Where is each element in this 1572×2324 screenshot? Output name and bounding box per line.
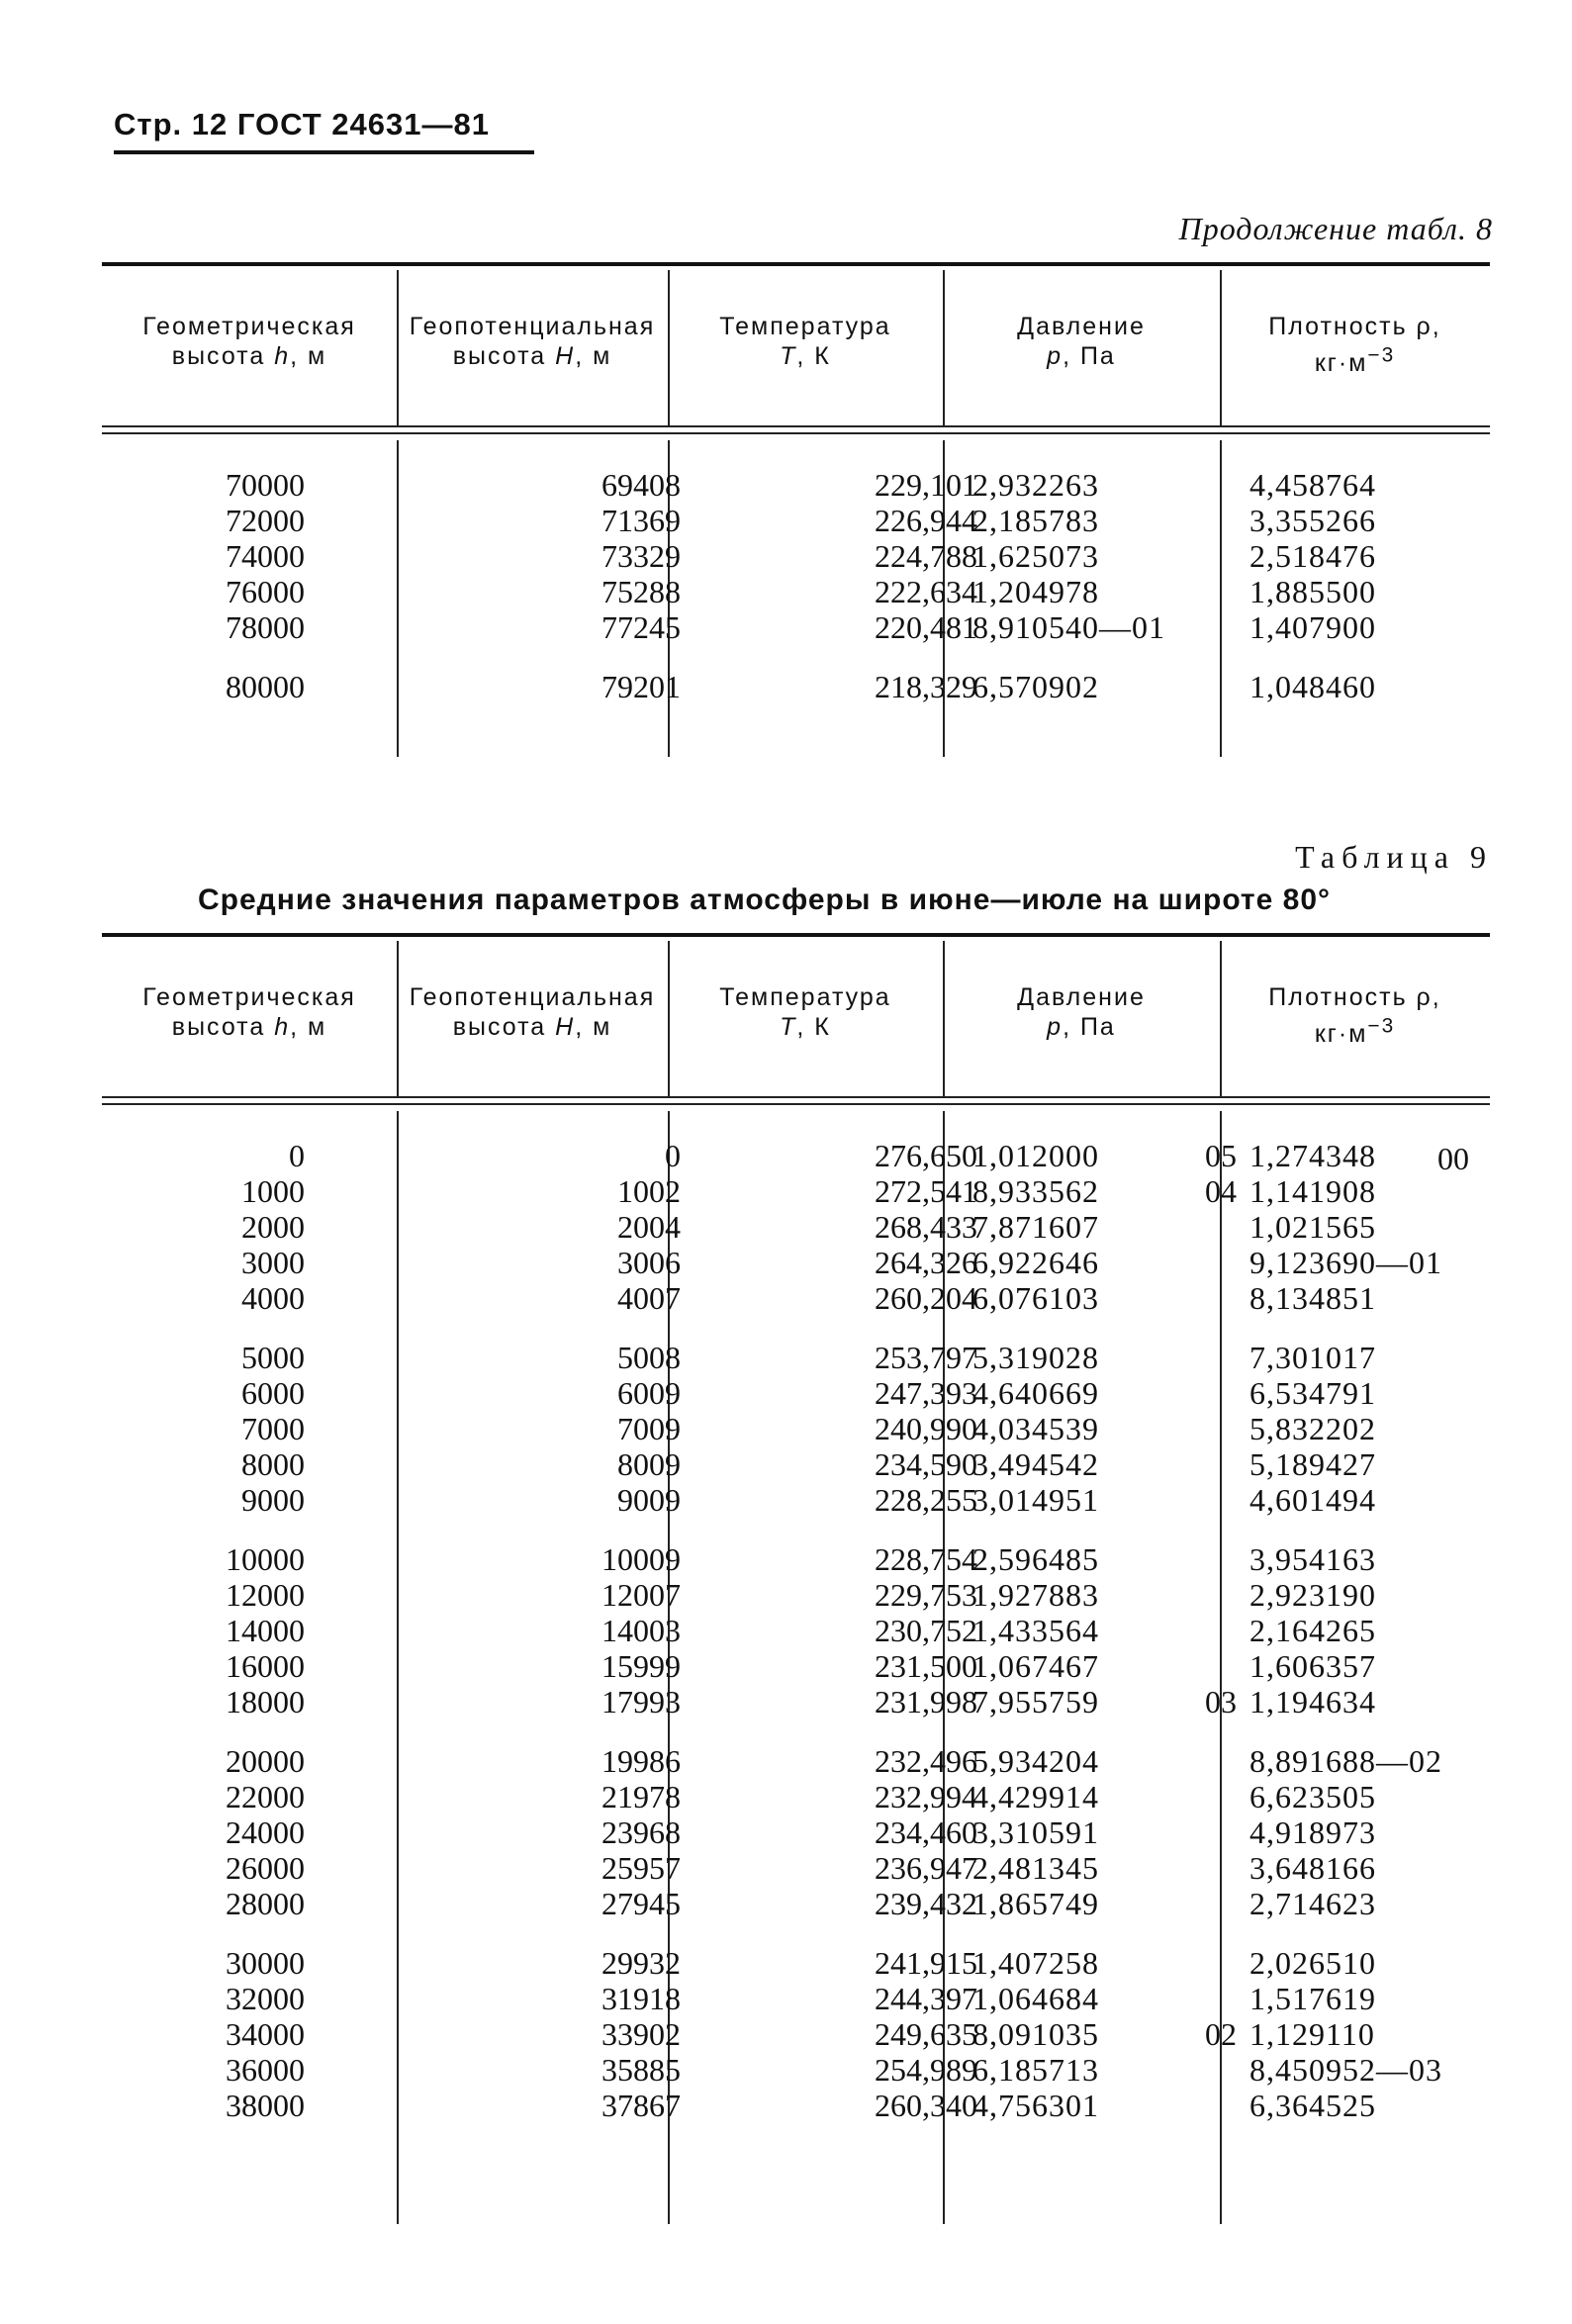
t9-cell-pressure: 2,481345	[972, 1850, 1099, 1886]
t8-cell-density: 1,407900	[1249, 609, 1376, 645]
t9-cell-temperature: 234,590	[875, 1446, 977, 1482]
t8-cell-geopotential-height: 79201	[601, 669, 681, 704]
column-header-text: Геометрическая высота h, м	[142, 983, 356, 1041]
t9-cell-geometric-height: 38000	[226, 2088, 305, 2123]
t9-cell-pressure: 4,640669	[972, 1375, 1099, 1411]
t9-cell-density: 1,274348	[1249, 1138, 1376, 1173]
t8-cell-pressure: 1,204978	[972, 574, 1099, 609]
t8-cell-geopotential-height: 69408	[601, 467, 681, 503]
column-header-temperature	[668, 312, 943, 371]
table-top-rule	[102, 262, 1490, 266]
t8-cell-temperature: 220,481	[875, 609, 977, 645]
t9-cell-density: 1,141908	[1249, 1173, 1376, 1209]
t9-cell-pressure: 5,319028	[972, 1340, 1099, 1375]
t9-cell-density: 7,301017	[1249, 1340, 1376, 1375]
t9-cell-pressure: 1,927883	[972, 1577, 1099, 1613]
t9-cell-temperature: 232,496	[875, 1743, 977, 1779]
t9-cell-density: 1,606357	[1249, 1648, 1376, 1684]
table8-continuation: Продолжение табл. 8	[1178, 211, 1493, 246]
t9-cell-density: 1,517619	[1249, 1981, 1376, 2016]
t9-cell-geometric-height: 14000	[226, 1613, 305, 1648]
t9-cell-density: 6,623505	[1249, 1779, 1376, 1814]
t9-cell-temperature: 254,989	[875, 2052, 977, 2088]
t9-cell-geopotential-height: 9009	[617, 1482, 681, 1518]
t8-cell-temperature: 224,788	[875, 538, 977, 574]
column-header-text: Геопотенциальная высота H, м	[409, 983, 656, 1041]
t9-cell-pressure: 2,596485	[972, 1541, 1099, 1577]
t8-cell-density: 1,885500	[1249, 574, 1376, 609]
t9-cell-geometric-height: 4000	[241, 1280, 305, 1316]
table-top-rule	[102, 933, 1490, 937]
column-header-temperature	[668, 982, 943, 1042]
t9-cell-geometric-height: 12000	[226, 1577, 305, 1613]
column-header-pressure	[943, 982, 1220, 1042]
t9-cell-geometric-height: 8000	[241, 1446, 305, 1482]
column-header-geopotential-height	[397, 982, 668, 1042]
t8-cell-density: 1,048460	[1249, 669, 1376, 704]
t9-cell-geopotential-height: 29932	[601, 1945, 681, 1981]
t9-cell-geometric-height: 0	[289, 1138, 305, 1173]
t9-cell-density: 5,189427	[1249, 1446, 1376, 1482]
t9-cell-geopotential-height: 27945	[601, 1886, 681, 1921]
column-header-geometric-height	[102, 312, 397, 371]
t9-cell-temperature: 268,433	[875, 1209, 977, 1245]
t9-cell-geometric-height: 18000	[226, 1684, 305, 1720]
t9-exponent-density: 00	[1437, 1141, 1469, 1176]
t9-cell-geopotential-height: 5008	[617, 1340, 681, 1375]
t9-cell-pressure: 1,407258	[972, 1945, 1099, 1981]
t9-cell-pressure: 7,955759	[972, 1684, 1099, 1720]
t9-cell-pressure: 6,076103	[972, 1280, 1099, 1316]
t9-cell-density: 2,714623	[1249, 1886, 1376, 1921]
table9-title: Средние значения параметров атмосферы в июне—июле на широте 80°	[198, 883, 1332, 916]
column-header-text: Геометрическая высота h, м	[142, 313, 356, 370]
t9-cell-pressure: 1,067467	[972, 1648, 1099, 1684]
t9-cell-density: 2,164265	[1249, 1613, 1376, 1648]
t8-cell-density: 2,518476	[1249, 538, 1376, 574]
t9-exponent-pressure: 04	[1205, 1173, 1237, 1209]
t9-cell-geopotential-height: 33902	[601, 2016, 681, 2052]
t9-cell-temperature: 228,754	[875, 1541, 977, 1577]
header-double-rule	[102, 1103, 1490, 1105]
t9-cell-geometric-height: 5000	[241, 1340, 305, 1375]
column-header-density	[1220, 982, 1490, 1049]
t8-cell-pressure: 2,932263	[972, 467, 1099, 503]
t9-cell-geometric-height: 20000	[226, 1743, 305, 1779]
t9-cell-pressure: 4,429914	[972, 1779, 1099, 1814]
t9-cell-density: 5,832202	[1249, 1411, 1376, 1446]
t9-cell-pressure: 5,934204	[972, 1743, 1099, 1779]
t9-cell-geometric-height: 36000	[226, 2052, 305, 2088]
t9-cell-pressure: 6,185713	[972, 2052, 1099, 2088]
t9-cell-density: 6,364525	[1249, 2088, 1376, 2123]
t9-cell-temperature: 272,541	[875, 1173, 977, 1209]
t9-cell-geopotential-height: 12007	[601, 1577, 681, 1613]
t9-cell-geometric-height: 1000	[241, 1173, 305, 1209]
t8-cell-geometric-height: 76000	[226, 574, 305, 609]
t9-cell-geometric-height: 30000	[226, 1945, 305, 1981]
table-8	[102, 262, 1490, 757]
t9-cell-density: 1,021565	[1249, 1209, 1376, 1245]
t8-cell-geopotential-height: 77245	[601, 609, 681, 645]
t9-cell-geometric-height: 3000	[241, 1245, 305, 1280]
t9-cell-density: 2,923190	[1249, 1577, 1376, 1613]
column-header-density	[1220, 312, 1490, 378]
t9-cell-geometric-height: 16000	[226, 1648, 305, 1684]
t8-cell-geometric-height: 80000	[226, 669, 305, 704]
t9-cell-pressure: 3,310591	[972, 1814, 1099, 1850]
t9-cell-temperature: 264,326	[875, 1245, 977, 1280]
t9-cell-temperature: 229,753	[875, 1577, 977, 1613]
t9-cell-temperature: 232,994	[875, 1779, 977, 1814]
t9-cell-geometric-height: 7000	[241, 1411, 305, 1446]
t9-cell-pressure: 4,756301	[972, 2088, 1099, 2123]
t9-cell-geopotential-height: 15999	[601, 1648, 681, 1684]
t9-cell-geopotential-height: 3006	[617, 1245, 681, 1280]
column-header-text: Плотность ρ, $кг\cdot м^{-3}$	[1268, 983, 1441, 1049]
t8-cell-temperature: 222,634	[875, 574, 977, 609]
t8-cell-temperature: 226,944	[875, 503, 977, 538]
t9-cell-geopotential-height: 19986	[601, 1743, 681, 1779]
t8-cell-temperature: 229,101	[875, 467, 977, 503]
t9-cell-density: 9,123690—01	[1249, 1245, 1442, 1280]
t8-cell-pressure: 6,570902	[972, 669, 1099, 704]
table9-label: Таблица 9	[1295, 839, 1493, 875]
t9-exponent-pressure: 05	[1205, 1138, 1237, 1173]
t8-cell-geometric-height: 78000	[226, 609, 305, 645]
t8-cell-density: 3,355266	[1249, 503, 1376, 538]
t9-cell-temperature: 260,340	[875, 2088, 977, 2123]
t9-cell-temperature: 247,393	[875, 1375, 977, 1411]
t9-cell-geopotential-height: 10009	[601, 1541, 681, 1577]
t9-cell-geopotential-height: 35885	[601, 2052, 681, 2088]
t9-cell-temperature: 244,397	[875, 1981, 977, 2016]
column-header-text: Давление p, Па	[1017, 983, 1146, 1041]
t9-cell-density: 1,129110	[1249, 2016, 1375, 2052]
t9-cell-pressure: 3,014951	[972, 1482, 1099, 1518]
column-header-text: Температура T, К	[719, 313, 891, 370]
t9-cell-geopotential-height: 31918	[601, 1981, 681, 2016]
header-rule	[114, 150, 534, 154]
t9-cell-density: 8,891688—02	[1249, 1743, 1442, 1779]
t9-cell-density: 1,194634	[1249, 1684, 1376, 1720]
t9-cell-geopotential-height: 6009	[617, 1375, 681, 1411]
t9-exponent-pressure: 03	[1205, 1684, 1237, 1720]
header-double-rule	[102, 1096, 1490, 1098]
column-header-text: Температура T, К	[719, 983, 891, 1041]
t9-cell-geopotential-height: 21978	[601, 1779, 681, 1814]
t9-cell-geopotential-height: 23968	[601, 1814, 681, 1850]
t9-cell-geopotential-height: 17993	[601, 1684, 681, 1720]
t8-cell-pressure: 2,185783	[972, 503, 1099, 538]
t9-cell-geometric-height: 9000	[241, 1482, 305, 1518]
t9-cell-density: 6,534791	[1249, 1375, 1376, 1411]
t9-cell-temperature: 230,752	[875, 1613, 977, 1648]
t9-exponent-pressure: 02	[1205, 2016, 1237, 2052]
t9-cell-temperature: 253,797	[875, 1340, 977, 1375]
t9-cell-temperature: 236,947	[875, 1850, 977, 1886]
t8-cell-geometric-height: 70000	[226, 467, 305, 503]
t9-cell-pressure: 7,871607	[972, 1209, 1099, 1245]
t9-cell-geopotential-height: 4007	[617, 1280, 681, 1316]
page-header: Стр. 12 ГОСТ 24631—81	[114, 107, 490, 141]
t9-cell-temperature: 234,460	[875, 1814, 977, 1850]
t9-cell-density: 8,134851	[1249, 1280, 1376, 1316]
t9-cell-density: 3,648166	[1249, 1850, 1376, 1886]
header-double-rule	[102, 425, 1490, 427]
t9-cell-geopotential-height: 25957	[601, 1850, 681, 1886]
t9-cell-geopotential-height: 1002	[617, 1173, 681, 1209]
t9-cell-temperature: 249,635	[875, 2016, 977, 2052]
t9-cell-pressure: 1,064684	[972, 1981, 1099, 2016]
t9-cell-geopotential-height: 7009	[617, 1411, 681, 1446]
t9-cell-pressure: 3,494542	[972, 1446, 1099, 1482]
t9-cell-pressure: 8,933562	[972, 1173, 1099, 1209]
t8-cell-geopotential-height: 71369	[601, 503, 681, 538]
t9-cell-pressure: 4,034539	[972, 1411, 1099, 1446]
t8-cell-geometric-height: 74000	[226, 538, 305, 574]
t9-cell-geometric-height: 26000	[226, 1850, 305, 1886]
t9-cell-geometric-height: 24000	[226, 1814, 305, 1850]
t9-cell-geopotential-height: 0	[665, 1138, 681, 1173]
t9-cell-geopotential-height: 14003	[601, 1613, 681, 1648]
t9-cell-pressure: 6,922646	[972, 1245, 1099, 1280]
t9-cell-temperature: 231,998	[875, 1684, 977, 1720]
t8-cell-geometric-height: 72000	[226, 503, 305, 538]
t8-cell-pressure: 8,910540—01	[972, 609, 1165, 645]
column-header-pressure	[943, 312, 1220, 371]
column-header-geopotential-height	[397, 312, 668, 371]
t9-cell-density: 2,026510	[1249, 1945, 1376, 1981]
t9-cell-temperature: 231,500	[875, 1648, 977, 1684]
column-header-text: Давление p, Па	[1017, 313, 1146, 370]
t9-cell-density: 8,450952—03	[1249, 2052, 1442, 2088]
t9-cell-temperature: 239,432	[875, 1886, 977, 1921]
t9-cell-geometric-height: 32000	[226, 1981, 305, 2016]
t9-cell-geometric-height: 6000	[241, 1375, 305, 1411]
header-double-rule	[102, 432, 1490, 434]
column-header-text: Геопотенциальная высота H, м	[409, 313, 656, 370]
t9-cell-pressure: 1,433564	[972, 1613, 1099, 1648]
t8-cell-pressure: 1,625073	[972, 538, 1099, 574]
t9-cell-geopotential-height: 8009	[617, 1446, 681, 1482]
t9-cell-temperature: 241,915	[875, 1945, 977, 1981]
t9-cell-pressure: 1,012000	[972, 1138, 1099, 1173]
t9-cell-density: 3,954163	[1249, 1541, 1376, 1577]
t9-cell-geometric-height: 34000	[226, 2016, 305, 2052]
t9-cell-pressure: 1,865749	[972, 1886, 1099, 1921]
column-header-text: Плотность ρ, $кг\cdot м^{-3}$	[1268, 313, 1441, 378]
t9-cell-geopotential-height: 37867	[601, 2088, 681, 2123]
t8-cell-density: 4,458764	[1249, 467, 1376, 503]
t9-cell-temperature: 260,204	[875, 1280, 977, 1316]
t9-cell-pressure: 8,091035	[972, 2016, 1099, 2052]
t9-cell-geometric-height: 28000	[226, 1886, 305, 1921]
t9-cell-geopotential-height: 2004	[617, 1209, 681, 1245]
t9-cell-geometric-height: 10000	[226, 1541, 305, 1577]
column-header-geometric-height	[102, 982, 397, 1042]
t9-cell-density: 4,918973	[1249, 1814, 1376, 1850]
t8-cell-geopotential-height: 73329	[601, 538, 681, 574]
t9-cell-temperature: 228,255	[875, 1482, 977, 1518]
t9-cell-temperature: 276,650	[875, 1138, 977, 1173]
t8-cell-geopotential-height: 75288	[601, 574, 681, 609]
table-9	[102, 933, 1490, 2224]
t9-cell-temperature: 240,990	[875, 1411, 977, 1446]
t8-cell-temperature: 218,329	[875, 669, 977, 704]
t9-cell-density: 4,601494	[1249, 1482, 1376, 1518]
t9-cell-geometric-height: 2000	[241, 1209, 305, 1245]
t9-cell-geometric-height: 22000	[226, 1779, 305, 1814]
